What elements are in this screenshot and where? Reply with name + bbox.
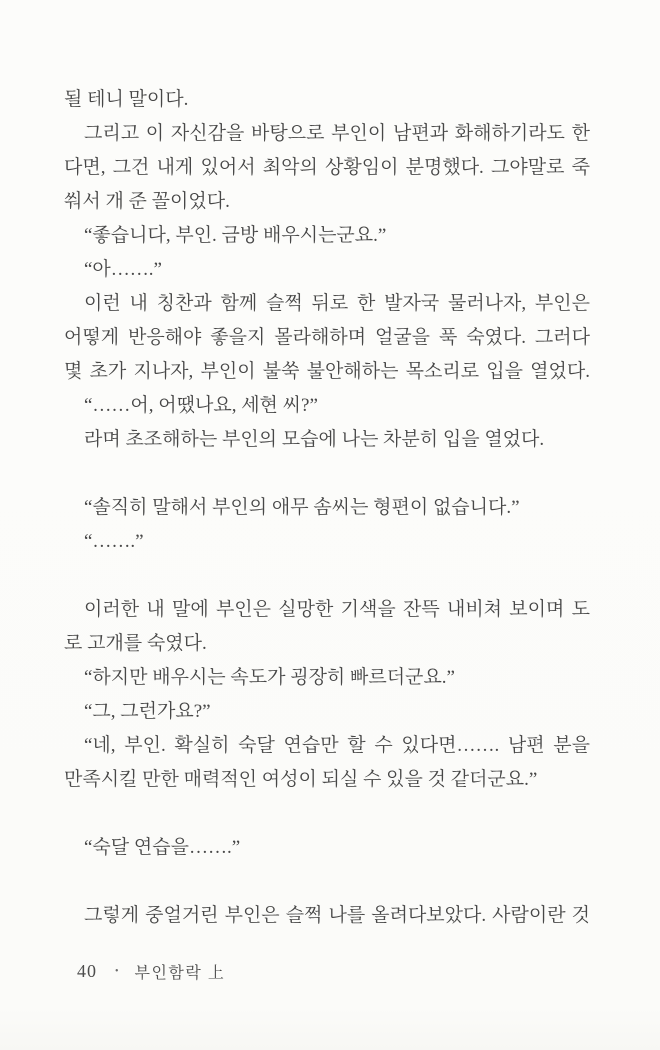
- text-line: “…….”: [84, 531, 144, 552]
- text-line: “숙달 연습을…….”: [84, 837, 241, 858]
- blank-line: [64, 865, 590, 899]
- blank-line: [64, 797, 590, 831]
- text-line: “좋습니다, 부인. 금방 배우시는군요.”: [84, 225, 387, 246]
- text-line: “솔직히 말해서 부인의 애무 솜씨는 형편이 없습니다.”: [84, 497, 520, 518]
- text-line: “네, 부인. 확실히 숙달 연습만 할 수 있다면……. 남편 분을: [84, 735, 590, 756]
- text-line: 라며 초조해하는 부인의 모습에 나는 차분히 입을 열었다.: [84, 429, 545, 450]
- text-line: 다면, 그건 내게 있어서 최악의 상황임이 분명했다. 그야말로 죽: [64, 157, 590, 178]
- book-title: 부인함락 上: [134, 965, 226, 982]
- text-line: 그렇게 중얼거린 부인은 슬쩍 나를 올려다보았다. 사람이란 것: [84, 905, 590, 926]
- text-line: 이러한 내 말에 부인은 실망한 기색을 잔뜩 내비쳐 보이며 도: [84, 599, 590, 620]
- text-line: “하지만 배우시는 속도가 굉장히 빠르더군요.”: [84, 667, 455, 688]
- text-line: “그, 그런가요?”: [84, 701, 211, 722]
- text-line: 만족시킬 만한 매력적인 여성이 되실 수 있을 것 같더군요.”: [64, 769, 538, 790]
- page-footer: [64, 960, 590, 983]
- body-text: [64, 83, 590, 933]
- text-line: 될 테니 말이다.: [64, 89, 189, 110]
- text-line: 이런 내 칭찬과 함께 슬쩍 뒤로 한 발자국 물러나자, 부인은: [84, 293, 590, 314]
- page-number: 40: [77, 961, 97, 981]
- text-line: “아…….”: [84, 259, 162, 280]
- text-line: 쒀서 개 준 꼴이었다.: [64, 191, 230, 212]
- blank-line: [64, 559, 590, 593]
- text-line: “……어, 어땠나요, 세현 씨?”: [84, 395, 318, 416]
- text-line: 그리고 이 자신감을 바탕으로 부인이 남편과 화해하기라도 한: [84, 123, 590, 144]
- blank-line: [64, 457, 590, 491]
- text-line: 몇 초가 지나자, 부인이 불쑥 불안해하는 목소리로 입을 열었다.: [64, 361, 590, 382]
- footer-bullet-icon: •: [115, 966, 119, 977]
- text-line: 로 고개를 숙였다.: [64, 633, 207, 654]
- text-line: 어떻게 반응해야 좋을지 몰라해하며 얼굴을 푹 숙였다. 그러다: [64, 327, 590, 348]
